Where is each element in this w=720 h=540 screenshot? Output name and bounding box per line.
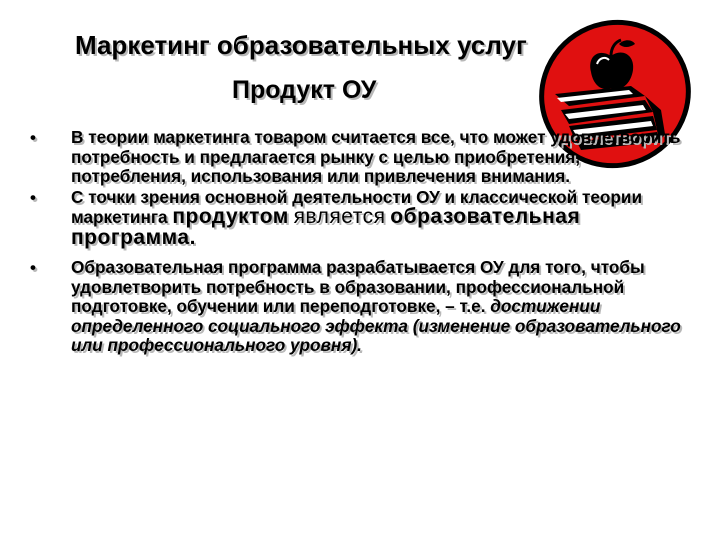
slide-subtitle: Продукт ОУ <box>232 76 377 104</box>
bullet-item-1 <box>30 128 696 187</box>
bullet-marker: • <box>30 187 36 207</box>
bullet-text: С точки зрения основной деятельности ОУ и классической теории маркетинга <box>71 186 643 227</box>
bullet-italic-text: достижении определенного социального эффекта (изменение образовательного или профессионального уровня). <box>71 296 681 355</box>
bullet-emphasis-product: продуктом <box>172 205 289 228</box>
bullet-emphasis-is: является <box>293 205 386 228</box>
bullet-emphasis-program: образовательная программа. <box>71 205 581 249</box>
bullet-marker: • <box>30 128 36 147</box>
bullet-list <box>30 128 696 356</box>
bullet-marker: • <box>30 258 36 277</box>
bullet-item-2 <box>30 188 696 249</box>
bullet-text: В теории маркетинга товаром считается все, что может удовлетворить потребность и предлагается рынку с целью приобретения, потребления, использования или привлечения внимания. <box>71 127 681 186</box>
bullet-text: Образовательная программа разрабатывается ОУ для того, чтобы удовлетворить потребность в образовании, профессиональной подготовке, обучении или переподготовке, – т.е. <box>71 257 645 316</box>
bullet-item-3 <box>30 258 696 356</box>
slide-title: Маркетинг образовательных услуг <box>75 30 527 60</box>
